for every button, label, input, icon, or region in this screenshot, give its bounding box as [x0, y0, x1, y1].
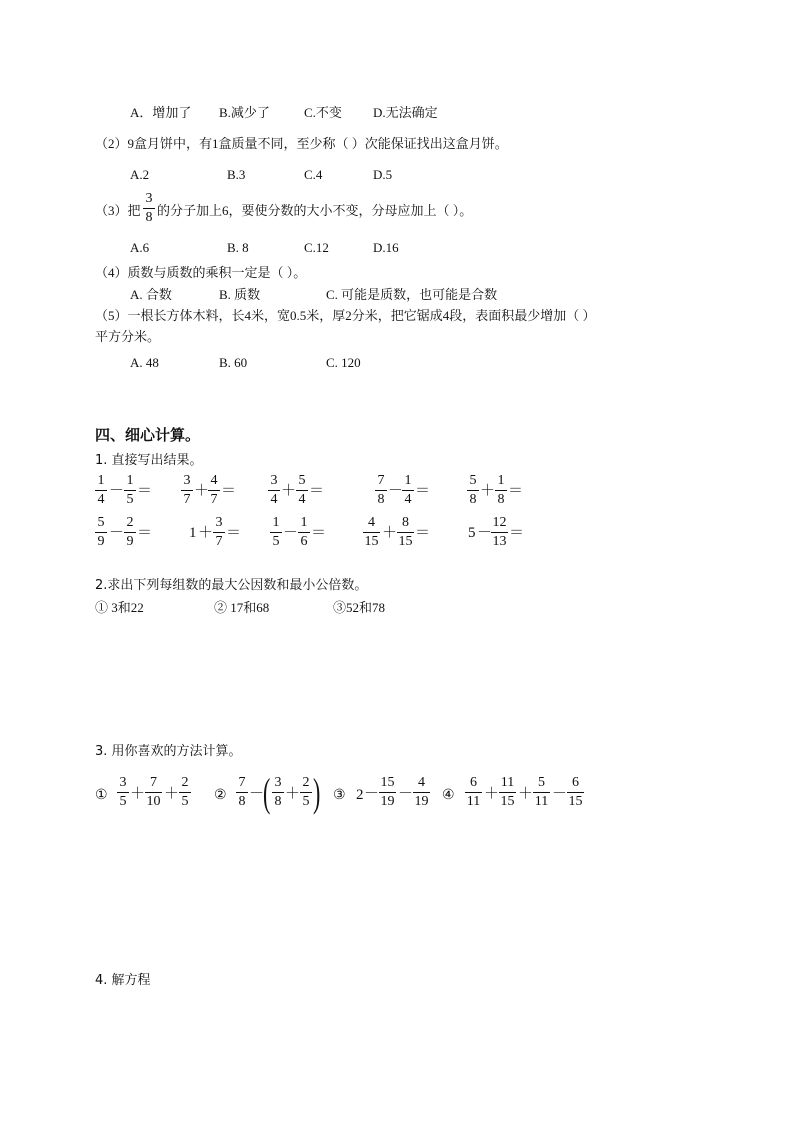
- q1-option-a: A．增加了: [130, 105, 192, 120]
- calc3-title: 3. 用你喜欢的方法计算。: [95, 744, 242, 759]
- r1c1-equals: ＝: [137, 483, 153, 499]
- q2-option-a: A.2: [130, 167, 150, 182]
- r2c2-whole: 1: [189, 525, 197, 541]
- q1-option-d: D.无法确定: [373, 105, 438, 120]
- r2c2-operator: ＋: [198, 525, 214, 541]
- q4-option-a: A. 合数: [130, 287, 172, 302]
- r1c3-fraction-a: 3 4: [268, 474, 280, 507]
- e1-fraction-2: 7 10: [146, 775, 161, 809]
- r2c2-fraction-b: 3 7: [213, 516, 225, 549]
- r2c2-equals: ＝: [226, 525, 242, 541]
- r1c5-fraction-b: 1 8: [495, 474, 507, 507]
- r1c5-equals: ＝: [508, 483, 524, 499]
- calc2-item-1: ① 3和22: [95, 600, 144, 615]
- q3-option-d: D.16: [373, 240, 399, 255]
- calc3-label-1: ①: [95, 788, 108, 803]
- e4-fraction-3: 5 11: [534, 775, 549, 809]
- e3-fraction-1: 15 19: [380, 775, 395, 809]
- e2-right-paren: ): [312, 770, 321, 815]
- r1c2-operator: ＋: [194, 483, 210, 499]
- e1-fraction-3: 2 5: [179, 776, 191, 809]
- r1c3-fraction-b: 5 4: [296, 474, 308, 507]
- r2c5-operator: －: [477, 525, 493, 541]
- r2c3-operator: －: [283, 525, 299, 541]
- calc1-title: 1. 直接写出结果。: [95, 453, 203, 468]
- calc2-title: 2.求出下列每组数的最大公因数和最小公倍数。: [95, 578, 368, 593]
- e3-whole: 2: [356, 787, 364, 803]
- e4-operator-2: ＋: [518, 786, 534, 802]
- q1-option-c: C.不变: [304, 105, 342, 120]
- e4-fraction-4: 6 15: [568, 775, 583, 809]
- e4-fraction-1: 6 11: [466, 775, 481, 809]
- r1c4-fraction-a: 7 8: [375, 474, 387, 507]
- q5-option-a: A. 48: [130, 355, 159, 370]
- r2c1-fraction-a: 5 9: [95, 516, 107, 549]
- q4-option-b: B. 质数: [219, 287, 261, 302]
- q3-option-c: C.12: [304, 240, 329, 255]
- e4-operator-1: ＋: [484, 786, 500, 802]
- r1c1-fraction-b: 1 5: [124, 474, 136, 507]
- r1c2-fraction-a: 3 7: [181, 474, 193, 507]
- r2c5-whole: 5: [468, 525, 476, 541]
- r2c3-fraction-a: 1 5: [270, 516, 282, 549]
- q3-fraction: 3 8: [143, 192, 155, 225]
- q2-option-d: D.5: [373, 167, 393, 182]
- e2-fraction-1: 7 8: [236, 776, 248, 809]
- q4-text: （4）质数与质数的乘积一定是（ ）。: [95, 265, 307, 280]
- r2c3-fraction-b: 1 6: [298, 516, 310, 549]
- q3-suffix: 的分子加上6，要使分数的大小不变，分母应加上（ ）。: [157, 203, 473, 218]
- e2-operator-2: ＋: [285, 786, 301, 802]
- q1-option-b: B.减少了: [219, 105, 270, 120]
- r1c4-fraction-b: 1 4: [402, 474, 414, 507]
- q4-option-c: C. 可能是质数，也可能是合数: [326, 287, 498, 302]
- r2c4-operator: ＋: [382, 525, 398, 541]
- q3-option-a: A.6: [130, 240, 150, 255]
- calc3-label-2: ②: [214, 788, 227, 803]
- r1c4-equals: ＝: [415, 483, 431, 499]
- q3-option-b: B. 8: [227, 240, 249, 255]
- r1c1-operator: －: [109, 483, 125, 499]
- e1-operator-2: ＋: [164, 786, 180, 802]
- e2-fraction-3: 2 5: [300, 776, 312, 809]
- e1-fraction-1: 3 5: [117, 776, 129, 809]
- r1c3-equals: ＝: [309, 483, 325, 499]
- r2c4-fraction-a: 4 15: [364, 515, 379, 549]
- calc2-item-2: ② 17和68: [214, 600, 270, 615]
- e1-operator-1: ＋: [130, 786, 146, 802]
- e2-operator-1: －: [249, 786, 265, 802]
- q5-option-b: B. 60: [219, 355, 248, 370]
- e3-operator-2: －: [398, 786, 414, 802]
- section-title: 四、细心计算。: [95, 426, 201, 444]
- q2-option-c: C.4: [304, 167, 323, 182]
- r2c5-fraction-b: 12 13: [492, 515, 507, 549]
- q5-text-line1: （5）一根长方体木料，长4米，宽0.5米，厚2分米，把它锯成4段，表面积最少增加（ ）: [95, 308, 596, 323]
- r2c1-equals: ＝: [137, 525, 153, 541]
- q3-prefix: （3）把: [95, 203, 141, 218]
- q2-text: （2）9盒月饼中，有1盒质量不同，至少称（ ）次能保证找出这盒月饼。: [95, 136, 508, 151]
- calc2-item-3: ③52和78: [333, 600, 386, 615]
- r1c2-equals: ＝: [221, 483, 237, 499]
- r2c1-fraction-b: 2 9: [124, 516, 136, 549]
- r1c3-operator: ＋: [281, 483, 297, 499]
- r2c5-equals: ＝: [509, 525, 525, 541]
- e3-fraction-2: 4 19: [414, 775, 429, 809]
- e4-operator-3: －: [552, 786, 568, 802]
- r2c3-equals: ＝: [311, 525, 327, 541]
- calc3-label-3: ③: [333, 788, 346, 803]
- r2c1-operator: －: [109, 525, 125, 541]
- e4-fraction-2: 11 15: [500, 775, 515, 809]
- e2-fraction-2: 3 8: [272, 776, 284, 809]
- q5-option-c: C. 120: [326, 355, 361, 370]
- r1c1-fraction-a: 1 4: [95, 474, 107, 507]
- r1c2-fraction-b: 4 7: [208, 474, 220, 507]
- r1c5-operator: ＋: [480, 483, 496, 499]
- e2-left-paren: (: [262, 770, 271, 815]
- r1c4-operator: －: [388, 483, 404, 499]
- q5-text-line2: 平方分米。: [95, 329, 161, 344]
- r1c5-fraction-a: 5 8: [467, 474, 479, 507]
- q2-option-b: B.3: [227, 167, 246, 182]
- e3-operator-1: －: [364, 786, 380, 802]
- calc3-label-4: ④: [442, 788, 455, 803]
- r2c4-fraction-b: 8 15: [398, 515, 413, 549]
- calc4-title: 4. 解方程: [95, 973, 151, 988]
- r2c4-equals: ＝: [415, 525, 431, 541]
